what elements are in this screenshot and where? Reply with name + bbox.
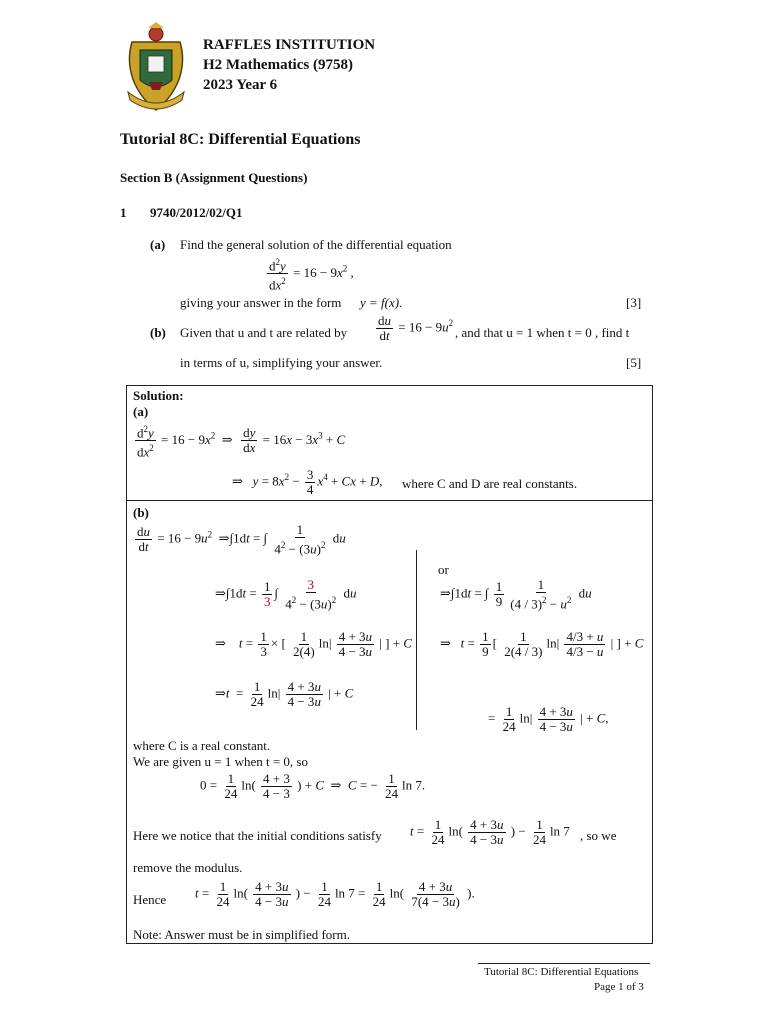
part-b-equation: $\frac{du}{dt}$ = $16 - 9u^2$: [378, 313, 454, 343]
institution-name: RAFFLES INSTITUTION: [203, 37, 376, 53]
or-label: or: [438, 562, 449, 577]
given-text: We are given u = 1 when t = 0, so: [133, 754, 308, 769]
part-b-label: (b): [150, 325, 166, 340]
notice-text: Here we notice that the initial conditions satisfy: [133, 828, 382, 843]
tutorial-title: Tutorial 8C: Differential Equations: [120, 131, 361, 148]
solution-b-label: (b): [133, 505, 149, 520]
part-a-form-expr: y = f(x).: [360, 295, 403, 310]
solution-a-label: (a): [133, 404, 149, 419]
course-name: H2 Mathematics (9758): [203, 57, 353, 73]
part-b-marks: [5]: [626, 355, 642, 370]
solution-b-line3: ⇒ t = $\frac{1}{3}$ × [ $\frac{1}{2(4)}$ ln| $\frac{4 + 3u}{4 - 3u}$ | ] + C: [215, 629, 412, 659]
part-a-equation: $\frac{d^2y}{dx^2}$ = $16 - 9x^2$ ,: [269, 257, 354, 293]
question-code: 9740/2012/02/Q1: [150, 205, 243, 220]
notice-equation: t = $\frac{1}{24}$ ln( $\frac{4 + 3u}{4 - 3u}$ ) − $\frac{1}{24}$ ln 7: [410, 817, 570, 847]
note-text: Note: Answer must be in simplified form.: [133, 927, 351, 942]
footer-page: Page 1 of 3: [594, 981, 644, 993]
part-b-text2: , and that u = 1 when t = 0 , find t: [455, 325, 630, 340]
solution-c-equation: 0 = $\frac{1}{24}$ ln( $\frac{4 + 3}{4 - 3}$ ) + C ⇒ C = − $\frac{1}{24}$ ln 7.: [200, 771, 426, 801]
solution-b-line2: ⇒∫1dt = $\frac{1}{3}$ ∫ $\frac{3}{4^2 - (3u)^2}$ du: [215, 577, 357, 612]
where-c-text: where C is a real constant.: [133, 738, 271, 753]
footer-rule: [478, 963, 650, 964]
solution-a-tail: where C and D are real constants.: [402, 476, 578, 491]
question-number: 1: [120, 205, 127, 220]
solution-b-line1: $\frac{du}{dt}$ = $16 - 9u^2$ ⇒∫1dt = ∫ $\frac{1}{4^2 - (3u)^2}$ du: [137, 522, 346, 557]
solution-a-line1: $\frac{d^2y}{dx^2}$ = $16 - 9x^2$ ⇒ $\frac{dy}{dx}$ = $16x - 3x^3 + C$: [137, 424, 346, 460]
section-heading: Section B (Assignment Questions): [120, 170, 308, 185]
solution-divider: [126, 500, 653, 501]
alternative-divider: [416, 550, 417, 730]
solution-b-alt-line2: ⇒ t = $\frac{1}{9}$ [ $\frac{1}{2(4 / 3)}$ ln| $\frac{4/3 + u}{4/3 - u}$ | ] + C: [440, 629, 644, 659]
notice-tail: , so we: [580, 828, 617, 843]
part-b-text3: in terms of u, simplifying your answer.: [180, 355, 383, 370]
solution-b-alt-line3: = $\frac{1}{24}$ ln| $\frac{4 + 3u}{4 - 3u}$ | + C,: [488, 704, 609, 734]
solution-a-line2: ⇒ $y = 8x^2$ − $\frac{3}{4}$ $x^4 + Cx + D$,: [232, 467, 383, 497]
solution-b-alt-line1: ⇒∫1dt = ∫ $\frac{1}{9}$ $\frac{1}{(4 / 3)^2 - u^2}$ du: [440, 577, 592, 612]
school-crest-logo: [122, 22, 190, 114]
solution-heading: Solution:: [133, 388, 184, 403]
solution-b-line4: ⇒t = $\frac{1}{24}$ ln| $\frac{4 + 3u}{4 - 3u}$ | + C: [215, 679, 354, 709]
part-a-marks: [3]: [626, 295, 642, 310]
hence-label: Hence: [133, 892, 167, 907]
year-label: 2023 Year 6: [203, 77, 278, 93]
part-a-text: Find the general solution of the differential equation: [180, 237, 452, 252]
part-a-form: giving your answer in the form: [180, 295, 342, 310]
part-b-text1: Given that u and t are related by: [180, 325, 348, 340]
remove-modulus-text: remove the modulus.: [133, 860, 243, 875]
part-a-label: (a): [150, 237, 166, 252]
final-answer: t = $\frac{1}{24}$ ln( $\frac{4 + 3u}{4 - 3u}$ ) − $\frac{1}{24}$ ln 7 = $\frac{1}{24}$ ln( $\frac{4 + 3u}{7(4 - 3u)}$ ).: [195, 879, 475, 909]
footer-title: Tutorial 8C: Differential Equations: [484, 966, 639, 978]
